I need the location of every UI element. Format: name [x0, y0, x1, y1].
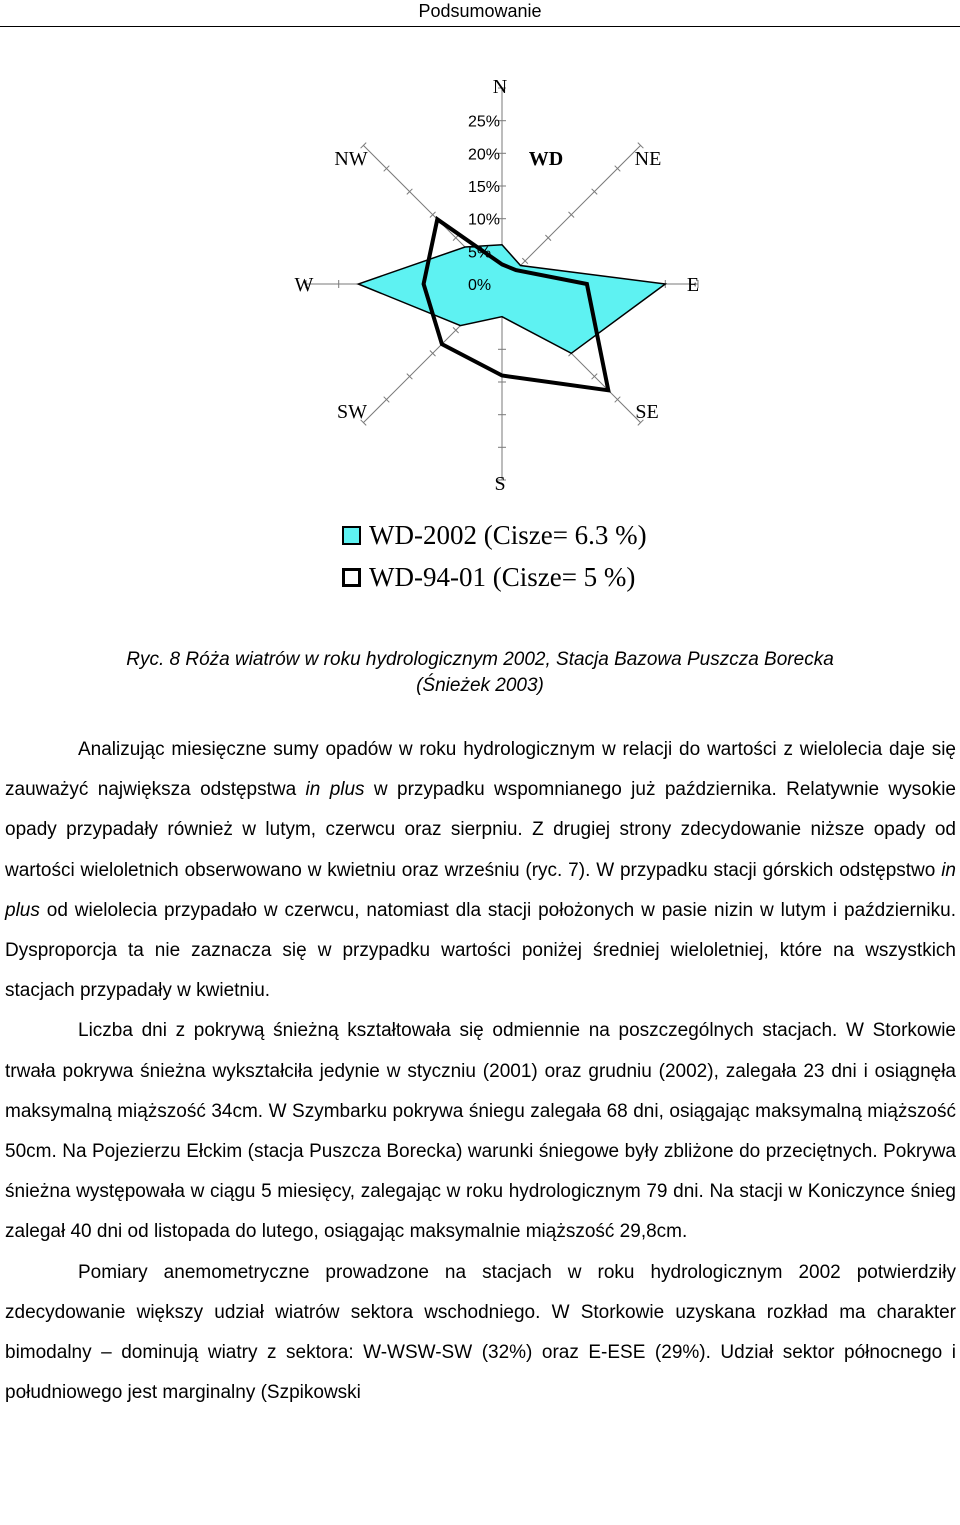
radial-tick-label: 15% [468, 179, 501, 196]
direction-label-e: E [686, 274, 700, 296]
legend-swatch-wd-94-01 [342, 568, 361, 587]
radial-tick-label: 5% [468, 244, 492, 262]
rose-series [358, 219, 665, 390]
caption-line-2: (Śnieżek 2003) [416, 675, 544, 696]
header-title: Podsumowanie [418, 1, 542, 21]
series-wd-2002-polygon [358, 245, 665, 353]
p1-emphasis-2: in plus [5, 859, 956, 921]
p1-part-a: Analizując miesięczne sumy opadów w roku hydrologicznym w relacji do wartości z wielolecia daje się zauważyć największa odstępstwa [5, 739, 956, 801]
radial-tick-label: 10% [468, 211, 501, 229]
p1-emphasis-1: in plus [305, 779, 365, 801]
radial-tick-label: 0% [468, 277, 492, 294]
chart-title: WD [528, 148, 564, 170]
body-text [5, 730, 956, 1413]
direction-label-ne: NE [634, 148, 662, 170]
direction-label-se: SE [635, 401, 659, 423]
radial-tick-label: 20% [468, 146, 501, 164]
legend-swatch-wd-2002 [342, 526, 361, 545]
figure-caption [0, 647, 960, 699]
direction-label-nw: NW [334, 148, 368, 170]
legend-label-wd-2002: WD-2002 (Cisze= 6.3 %) [369, 520, 647, 550]
caption-line-1: Ryc. 8 Róża wiatrów w roku hydrologicznym 2002, Stacja Bazowa Puszcza Borecka [126, 649, 834, 670]
legend-item-wd-2002 [342, 520, 647, 550]
p1-part-c: od wielolecia przypadało w czerwcu, natomiast dla stacji położonych w pasie nizin w lutym i październiku. Dysproporcja ta nie zaznacza się w przypadku wartości poniżej średniej wieloletniej, które na wszystkich stacjach przypadały w kwietniu. [5, 899, 956, 1002]
direction-label-w: W [294, 274, 314, 296]
direction-label-n: N [492, 76, 508, 98]
paragraph-anemometry: Pomiary anemometryczne prowadzone na stacjach w roku hydrologicznym 2002 potwierdziły zdecydowanie większy udział wiatrów sektora wschodniego. W Storkowie uzyskana rozkład ma charakter bimodalny – dominują wiatry z sektora: W-WSW-SW (32%) oraz E-ESE (29%). Udział sektor północnego i południowego jest marginalny (Szpikowski [5, 1261, 956, 1404]
radial-tick-label: 25% [468, 113, 501, 131]
paragraph-precipitation [5, 730, 956, 1011]
legend-item-wd-94-01 [342, 562, 635, 592]
p1-part-b: w przypadku wspomnianego już października. Relatywnie wysokie opady przypadały również w lutym, czerwcu oraz sierpniu. Z drugiej strony zdecydowanie niższe opady od wartości wieloletnich obserwowano w kwietniu oraz wrześniu (ryc. 7). W przypadku stacji górskich odstępstwo [5, 779, 957, 881]
direction-label-sw: SW [337, 401, 367, 423]
paragraph-snow-cover: Liczba dni z pokrywą śnieżną kształtowała się odmiennie na poszczególnych stacjach. W Storkowie trwała pokrywa śnieżna wykształciła jedynie w styczniu (2001) oraz grudniu (2002), zalegała 23 dni i osiągnęła maksymalną miąższość 34cm. W Szymbarku pokrywa śniegu zalegała 68 dni, osiągając maksymalną miąższość 50cm. Na Pojezierzu Ełckim (stacja Puszcza Borecka) warunki śniegowe były zbliżone do przeciętnych. Pokrywa śnieżna występowała w ciągu 5 miesięcy, zalegając w roku hydrologicznym 79 dni. Na stacji w Koniczynce śnieg zalegał 40 dni od listopada do lutego, osiągając maksymalnie miąższość 29,8cm. [5, 1020, 956, 1243]
direction-label-s: S [494, 473, 506, 495]
legend-label-wd-94-01: WD-94-01 (Cisze= 5 %) [369, 562, 636, 592]
